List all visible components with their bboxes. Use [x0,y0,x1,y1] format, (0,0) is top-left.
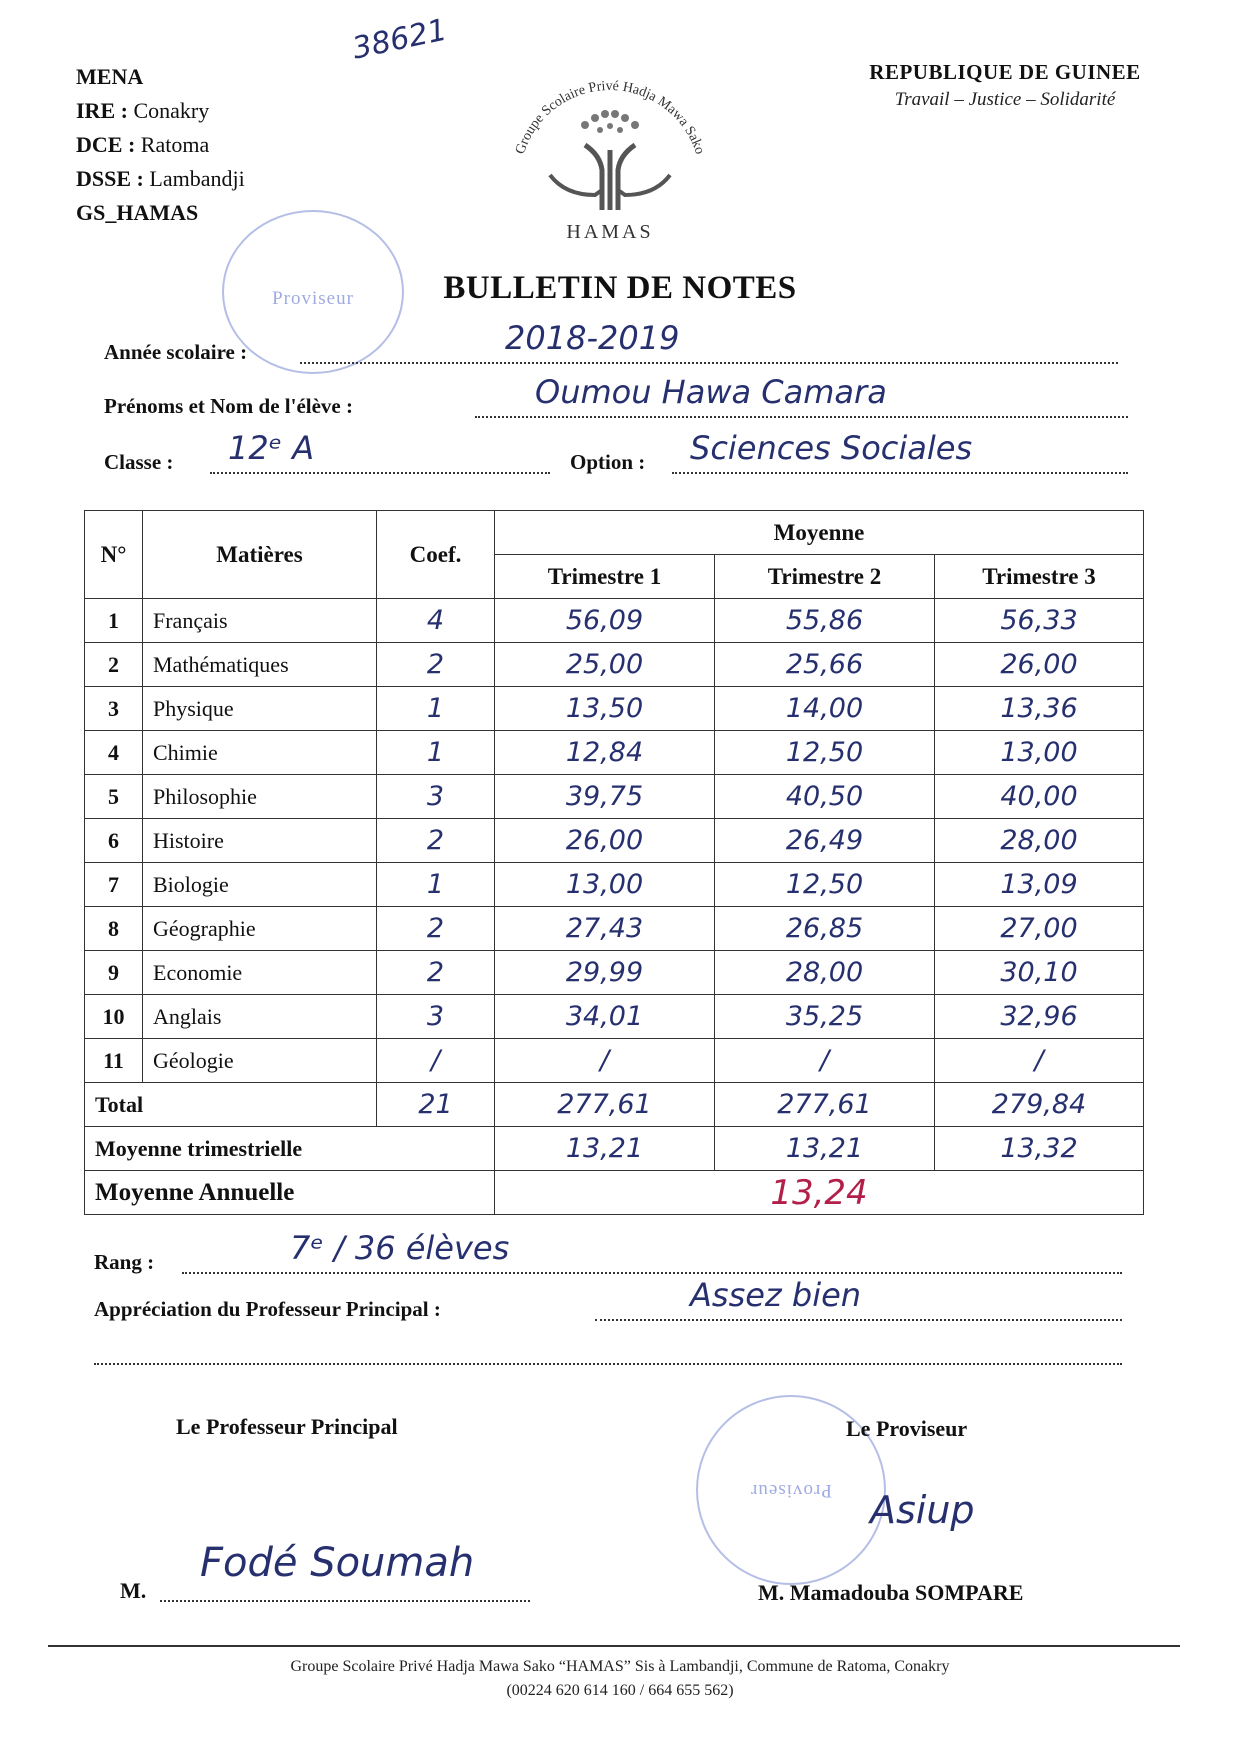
option-dots [672,472,1128,474]
eleve-value: Oumou Hawa Camara [535,373,887,411]
classe-value: 12ᵉ A [228,429,315,467]
table-row [85,951,1144,995]
row-t2: 25,66 [785,649,864,680]
table-row [85,599,1144,643]
total-coef: 21 [418,1089,453,1120]
country-name: REPUBLIQUE DE GUINEE [869,60,1141,84]
row-t3: 30,10 [1000,957,1078,988]
annee-value: 2018-2019 [505,319,680,357]
footer-address: Groupe Scolaire Privé Hadja Mawa Sako “HAMAS” Sis à Lambandji, Commune de Ratoma, Conakry [290,1658,950,1675]
row-coef: 1 [426,869,445,900]
row-num: 9 [85,951,143,995]
annee-label: Année scolaire : [104,340,248,364]
row-t1: 56,09 [565,605,644,636]
moyenne-trimestrielle-row [85,1127,1144,1171]
row-t1: / [599,1045,610,1076]
row-subject: Economie [143,951,377,995]
tree-hands-icon [490,70,730,245]
total-row [85,1083,1144,1127]
row-coef: 2 [426,957,445,988]
proviseur-label: Le Proviseur [846,1416,968,1441]
row-t3: 40,00 [1000,781,1078,812]
row-t2: 26,85 [785,913,864,944]
header-moyenne: Moyenne [495,511,1144,555]
mena-label: MENA [76,64,144,89]
classe-dots [210,472,550,474]
row-num: 11 [85,1039,143,1083]
row-coef: 4 [426,605,445,636]
row-t2: 14,00 [785,693,864,724]
total-label: Total [85,1083,377,1127]
table-row [85,863,1144,907]
moy-annuelle-value: 13,24 [770,1172,868,1213]
row-num: 7 [85,863,143,907]
table-row [85,907,1144,951]
prof-principal-label: Le Professeur Principal [176,1414,398,1439]
ire-label: IRE [76,98,116,123]
row-coef: 2 [426,825,445,856]
row-subject: Français [143,599,377,643]
dce-label: DCE [76,132,123,157]
row-t3: 28,00 [1000,825,1078,856]
header-num: N° [85,511,143,599]
row-t1: 13,50 [565,693,644,724]
row-coef: 2 [426,913,445,944]
row-t3: 32,96 [1000,1001,1078,1032]
option-label: Option : [570,450,646,474]
row-t3: 27,00 [1000,913,1078,944]
gs-label: GS_HAMAS [76,200,199,225]
header-t3: Trimestre 3 [935,555,1144,599]
rang-label: Rang : [94,1250,155,1274]
svg-text:Groupe Scolaire Privé Hadja Ma [513,79,707,156]
row-num: 6 [85,819,143,863]
row-t3: / [1034,1045,1044,1076]
row-t1: 26,00 [565,825,644,856]
row-subject: Biologie [143,863,377,907]
row-t1: 12,84 [565,737,644,768]
rang-value: 7ᵉ / 36 élèves [290,1229,510,1267]
rang-dots [182,1272,1122,1274]
total-t3: 279,84 [991,1089,1087,1120]
row-t1: 34,01 [565,1001,644,1032]
row-t3: 26,00 [1000,649,1078,680]
row-subject: Mathématiques [143,643,377,687]
row-subject: Physique [143,687,377,731]
row-subject: Chimie [143,731,377,775]
prof-signature: Fodé Soumah [200,1540,475,1586]
table-row [85,775,1144,819]
option-value: Sciences Sociales [690,429,973,467]
row-t2: 40,50 [785,781,864,812]
row-subject: Philosophie [143,775,377,819]
row-coef: 3 [426,1001,445,1032]
moy-trim-t2: 13,21 [785,1133,864,1164]
row-t1: 27,43 [565,913,644,944]
moy-trim-label: Moyenne trimestrielle [85,1127,495,1171]
moy-trim-t3: 13,32 [1000,1133,1078,1164]
row-t3: 13,09 [1000,869,1078,900]
row-t2: 12,50 [785,869,864,900]
row-t2: / [819,1045,830,1076]
footer-divider [48,1645,1180,1647]
appreciation-dots-line2 [94,1363,1122,1365]
row-num: 1 [85,599,143,643]
header-left: MENA IRE : Conakry DCE : Ratoma DSSE : Lambandji GS_HAMAS [76,64,245,225]
eleve-label: Prénoms et Nom de l'élève : [104,394,353,418]
row-t2: 28,00 [785,957,864,988]
footer-phone: (00224 620 614 160 / 664 655 562) [506,1682,734,1699]
row-num: 4 [85,731,143,775]
header-right [830,60,1180,111]
appreciation-value: Assez bien [690,1276,862,1314]
moy-annuelle-label: Moyenne Annuelle [85,1171,495,1215]
table-row [85,643,1144,687]
total-t1: 277,61 [557,1089,652,1120]
grades-table [84,510,1144,1215]
table-row [85,819,1144,863]
row-num: 2 [85,643,143,687]
dsse-label: DSSE [76,166,132,191]
row-coef: / [430,1045,441,1076]
prof-sign-dots [160,1600,530,1602]
row-coef: 3 [426,781,445,812]
row-t3: 13,00 [1000,737,1078,768]
proviseur-signature: Asiup [870,1488,975,1532]
row-subject: Histoire [143,819,377,863]
stamp-left-text: Proviseur [272,288,354,309]
proviseur-name: M. Mamadouba SOMPARE [758,1580,1024,1605]
row-num: 8 [85,907,143,951]
dce-value: Ratoma [140,132,210,157]
handwritten-reference: 38621 [349,12,451,67]
row-t2: 12,50 [785,737,864,768]
total-t2: 277,61 [777,1089,872,1120]
row-subject: Géographie [143,907,377,951]
header-t1: Trimestre 1 [495,555,715,599]
header-coef: Coef. [377,511,495,599]
row-coef: 1 [426,693,445,724]
table-row [85,1039,1144,1083]
annee-dots [300,362,1118,364]
moyenne-annuelle-row [85,1171,1144,1215]
motto: Travail – Justice – Solidarité [894,89,1116,110]
row-t2: 26,49 [785,825,864,856]
row-t2: 55,86 [785,605,864,636]
ire-value: Conakry [133,98,210,123]
row-coef: 2 [426,649,445,680]
classe-label: Classe : [104,450,174,474]
row-t3: 13,36 [1000,693,1078,724]
row-t1: 13,00 [565,869,644,900]
row-t1: 25,00 [565,649,644,680]
eleve-dots [475,416,1128,418]
logo-arc-text: Groupe Scolaire Privé Hadja Mawa Sako [513,78,707,157]
table-row [85,687,1144,731]
prof-prefix: M. [120,1578,147,1603]
row-t1: 39,75 [565,781,644,812]
appreciation-label: Appréciation du Professeur Principal : [94,1297,441,1321]
header-matieres: Matières [143,511,377,599]
school-logo [490,70,730,245]
row-num: 3 [85,687,143,731]
appreciation-dots [595,1319,1122,1321]
row-num: 5 [85,775,143,819]
row-coef: 1 [426,737,445,768]
stamp-right-text: Proviseur [750,1480,832,1501]
row-num: 10 [85,995,143,1039]
moy-trim-t1: 13,21 [565,1133,644,1164]
row-subject: Géologie [143,1039,377,1083]
header-t2: Trimestre 2 [715,555,935,599]
table-row [85,995,1144,1039]
row-subject: Anglais [143,995,377,1039]
footer [100,1655,1140,1703]
document-title: BULLETIN DE NOTES [443,270,797,306]
dsse-value: Lambandji [149,166,245,191]
logo-name: HAMAS [566,221,654,243]
row-t1: 29,99 [565,957,644,988]
table-row [85,731,1144,775]
row-t3: 56,33 [1000,605,1078,636]
row-t2: 35,25 [785,1001,864,1032]
